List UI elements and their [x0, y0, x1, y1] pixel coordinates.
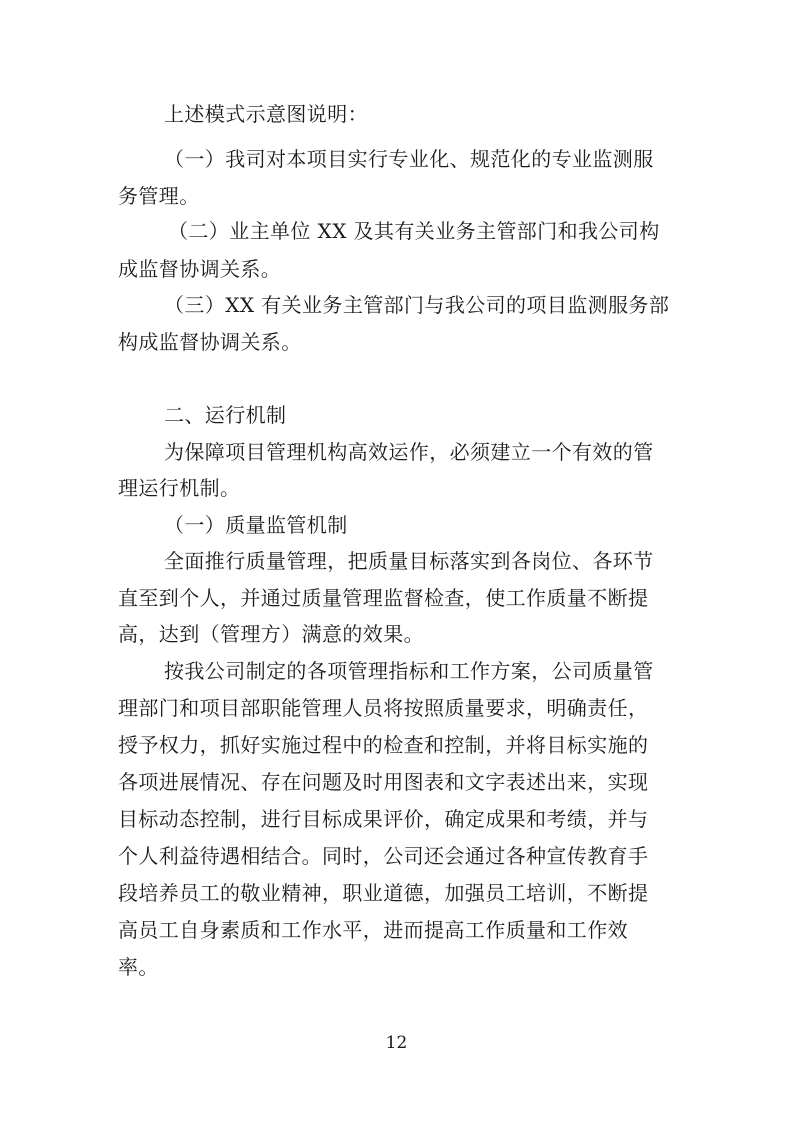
note-3-line-1: （三）XX 有关业务主管部门与我公司的项目监测服务部	[164, 293, 670, 317]
page-number: 12	[385, 1033, 408, 1053]
paragraph-1-line-2: 直至到个人，并通过质量管理监督检查，使工作质量不断提	[118, 586, 649, 610]
paragraph-2-line-3: 授予权力，抓好实施过程中的检查和控制，并将目标实施的	[118, 733, 649, 757]
paragraph-2-line-1: 按我公司制定的各项管理指标和工作方案，公司质量管	[164, 659, 654, 683]
note-1-line-1: （一）我司对本项目实行专业化、规范化的专业监测服	[164, 147, 654, 171]
intro-paragraph-line-2: 理运行机制。	[118, 476, 241, 500]
caption-intro-line: 上述模式示意图说明：	[164, 102, 368, 126]
paragraph-2-line-7: 段培养员工的敬业精神，职业道德，加强员工培训，不断提	[118, 881, 649, 905]
paragraph-2-line-4: 各项进展情况、存在问题及时用图表和文字表述出来，实现	[118, 770, 649, 794]
note-2-line-1: （二）业主单位 XX 及其有关业务主管部门和我公司构	[168, 219, 660, 243]
note-2-line-2: 成监督协调关系。	[118, 257, 282, 281]
paragraph-2-line-9: 率。	[118, 955, 159, 979]
paragraph-2-line-8: 高员工自身素质和工作水平，进而提高工作质量和工作效	[118, 918, 628, 942]
paragraph-2-line-2: 理部门和项目部职能管理人员将按照质量要求，明确责任，	[118, 696, 649, 720]
intro-paragraph-line-1: 为保障项目管理机构高效运作，必须建立一个有效的管	[164, 440, 654, 464]
note-1-line-2: 务管理。	[118, 184, 200, 208]
paragraph-1-line-1: 全面推行质量管理，把质量目标落实到各岗位、各环节	[164, 549, 654, 573]
paragraph-2-line-5: 目标动态控制，进行目标成果评价，确定成果和考绩，并与	[118, 807, 649, 831]
subsection-heading: （一）质量监管机制	[164, 513, 348, 537]
paragraph-1-line-3: 高，达到（管理方）满意的效果。	[118, 622, 424, 646]
section-heading: 二、运行机制	[164, 403, 287, 427]
note-3-line-2: 构成监督协调关系。	[118, 330, 302, 354]
paragraph-2-line-6: 个人利益待遇相结合。同时，公司还会通过各种宣传教育手	[118, 844, 649, 868]
